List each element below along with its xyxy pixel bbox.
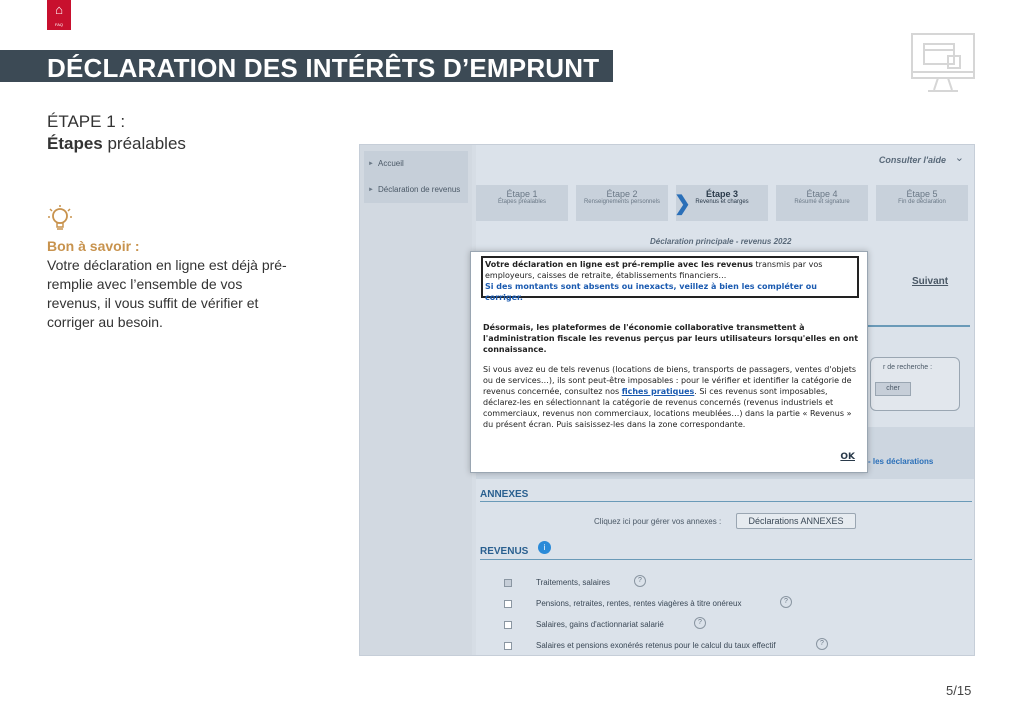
highlighted-notice — [481, 256, 859, 302]
checkbox[interactable] — [504, 600, 512, 608]
checkbox[interactable] — [504, 642, 512, 650]
search-panel — [870, 357, 960, 411]
info-dialog — [470, 251, 868, 473]
step-5-title: Étape 5 — [906, 189, 938, 199]
step-3-title: Étape 3 — [705, 189, 738, 199]
dialog-text: Si vous avez eu de tels revenus (locations de biens, transports de passagers, ventes d'objets ou de services…), ils sont peut-être imposables : pour le vérifier et identifier la catégorie de revenus concernée, consultez nos — [483, 365, 857, 396]
step-2-title: Étape 2 — [606, 189, 638, 199]
dialog-paragraph — [483, 364, 859, 430]
notice-warning: Si des montants sont absents ou inexacts, veillez à bien les compléter ou corriger. — [485, 282, 817, 302]
help-icon[interactable]: ? — [780, 596, 792, 608]
step-name-rest: préalables — [102, 134, 186, 153]
search-label: r de recherche : — [883, 364, 933, 371]
home-button[interactable] — [47, 0, 71, 30]
revenus-row-label: Traitements, salaires — [536, 578, 610, 587]
revenus-row-label: Salaires et pensions exonérés retenus pour le calcul du taux effectif — [536, 641, 776, 650]
ok-button[interactable]: OK — [840, 452, 855, 462]
step-2-sub: Renseignements personnels — [583, 199, 661, 205]
lightbulb-icon — [47, 204, 73, 234]
checkbox[interactable] — [504, 621, 512, 629]
notice-normal: transmis par vos employeurs, caisses de retraite, établissements financiers… — [485, 260, 823, 280]
notice-bold: Votre déclaration en ligne est pré-remplie avec les revenus — [485, 260, 753, 269]
annexes-text: Cliquez ici pour gérer vos annexes : — [594, 517, 722, 526]
step-1-sub: Étapes préalables — [497, 199, 547, 205]
computer-monitor-icon — [908, 30, 978, 96]
page-title: DÉCLARATION DES INTÉRÊTS D’EMPRUNT — [47, 53, 600, 83]
nav-item-accueil[interactable]: ► Accueil — [364, 151, 468, 177]
search-button[interactable]: cher — [875, 382, 911, 396]
revenus-heading: REVENUS — [480, 546, 529, 557]
revenus-row-label: Salaires, gains d'actionnariat salarié — [536, 620, 664, 629]
step-1 — [476, 185, 568, 221]
revenus-row-label: Pensions, retraites, rentes, rentes viagères à titre onéreux — [536, 599, 742, 608]
declarations-link[interactable]: - les déclarations — [868, 457, 934, 466]
help-icon[interactable]: ? — [634, 575, 646, 587]
step-2 — [576, 185, 668, 221]
step-4-sub: Résumé et signature — [794, 199, 850, 205]
home-label: FAQ — [54, 22, 63, 27]
next-button[interactable]: Suivant — [912, 276, 949, 287]
tax-site-screenshot — [359, 144, 975, 656]
consult-help-link[interactable]: Consulter l'aide — [878, 155, 946, 165]
step-5 — [876, 185, 968, 221]
step-1-title: Étape 1 — [506, 189, 538, 199]
annexes-button[interactable]: Déclarations ANNEXES — [736, 513, 856, 529]
fiches-pratiques-link[interactable]: fiches pratiques — [621, 387, 695, 396]
page-number: 5/15 — [946, 683, 972, 698]
dialog-paragraph: Désormais, les plateformes de l'économie collaborative transmettent à l'administration fiscale les revenus perçus par leurs utilisateurs lorsqu'elles en ont connaissance. — [483, 323, 859, 354]
info-icon[interactable]: i — [538, 541, 551, 554]
checkbox[interactable] — [504, 579, 512, 587]
step-number: ÉTAPE 1 : — [47, 112, 126, 131]
home-icon: ⌂ — [55, 2, 63, 17]
current-step-arrow-icon: ❯ — [674, 193, 691, 215]
step-3-sub: Revenus et charges — [695, 199, 749, 205]
chevron-down-icon[interactable]: ⌄ — [954, 152, 964, 164]
tip-heading: Bon à savoir : — [47, 238, 140, 254]
nav-item-declaration[interactable]: ► Déclaration de revenus — [364, 177, 468, 203]
left-navigation — [360, 145, 472, 656]
title-bar — [0, 50, 613, 82]
step-heading — [47, 111, 186, 155]
help-icon[interactable]: ? — [694, 617, 706, 629]
divider — [480, 559, 972, 560]
declaration-title: Déclaration principale - revenus 2022 — [650, 237, 792, 246]
divider — [480, 501, 972, 502]
help-icon[interactable]: ? — [816, 638, 828, 650]
annexes-heading: ANNEXES — [480, 489, 529, 500]
step-4 — [776, 185, 868, 221]
step-5-sub: Fin de déclaration — [898, 199, 946, 205]
step-name-bold: Étapes — [47, 134, 103, 153]
dialog-text: . Si ces revenus sont imposables, déclarez-les en sélectionnant la catégorie de revenus concernés (revenus industriels et commerciaux, revenus non commerciaux, locations meublées…) dans la partie « Revenus » du présent écran. Puis saisissez-les dans la zone correspondante. — [483, 387, 852, 429]
step-progress — [476, 185, 975, 221]
step-4-title: Étape 4 — [806, 189, 838, 199]
tip-text: Votre déclaration en ligne est déjà pré-remplie avec l’ensemble de vos revenus, il vous suffit de vérifier et corriger au besoin. — [47, 257, 287, 330]
